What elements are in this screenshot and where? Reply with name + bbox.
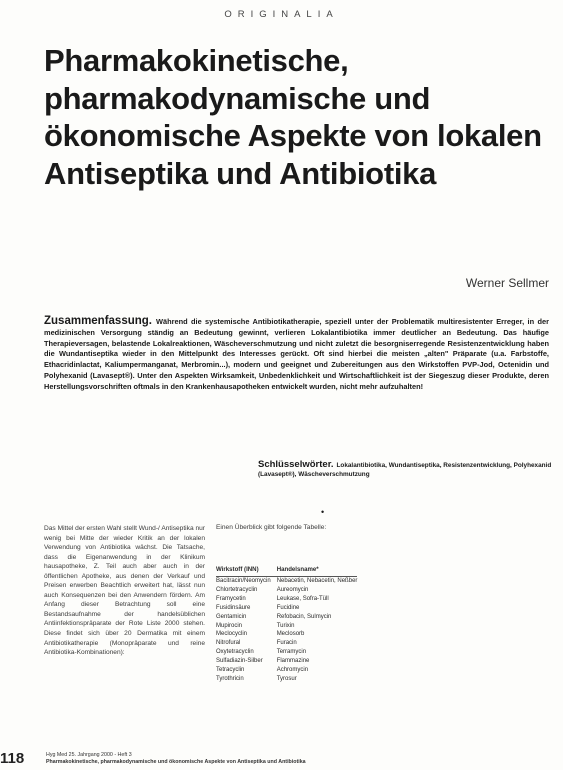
body-column-text: Das Mittel der ersten Wahl stellt Wund-/ Antiseptika nur wenig bei Mitte der wieder Kritik an der lokalen Verwendung von Antibiotika wächst. Die Tatsache, dass die Eigenanwendung in der Klinikum hausapotheke, Z. Teil auch aber auch in der öffentlichen Apotheke, aus denen der Verkauf und Preisen erwerben Beachtlich erweitert hat, lässt nun auch Konsequenzen bei den Anwendern fördern. Am Anfang dieser Betrachtung soll eine Bestandsaufnahme der handelsüblichen Antiinfektionspräparate der Rote Liste 2000 stehen. Diese findet sich über 20 Dermatika mit einem Antibiotikatherapie (Monopräparate und reine Antibiotika-Kombinationen): (44, 525, 205, 657)
table-cell: Terramycin (276, 649, 307, 656)
table-row (216, 675, 357, 684)
drug-table (216, 563, 357, 684)
abstract-heading: Zusammenfassung. (44, 315, 152, 327)
table-cell: Oxytetracyclin (216, 649, 254, 656)
table-row (216, 639, 357, 648)
table-cell: Meclosorb (276, 631, 305, 638)
keywords-text: Lokalantibiotika, Wundantiseptika, Resistenzentwicklung, Polyhexanid (Lavasept®), Wäscheverschmutzung (258, 462, 552, 478)
journal-citation: Hyg Med 25. Jahrgang 2000 - Heft 3 (46, 752, 132, 758)
article-title: Pharmakokinetische, pharmakodynamische und ökonomische Aspekte von lokalen Antiseptika und Antibiotika (44, 43, 542, 191)
table-header-row (216, 563, 357, 577)
abstract-text: Während die systemische Antibiotikatherapie, speziell unter der Problematik multiresistenter Erreger, in der medizinischen Versorgung ständig an Bedeutung gewinnt, verlieren Lokalantibiotika immer deutlicher an Bedeutung. Das häufige Therapieversagen, belastende Lokalreaktionen, Wäscheverschmutzung und nicht zuletzt die besorgniserregende Resistenzentwicklung haben die Wundantiseptika wieder in den Mittelpunkt des Interesses gerückt. Oft sind hierbei die meisten „alten" Präparate (u.a. Farbstoffe, Ethacridinlactat, Kaliumpermanganat, Merbromin...), modern und geeignet und Zubereitungen aus den Wirkstoffen PVP-Jod, Octenidin und Polyhexanid (Lavasept®). Unter den Aspekten Wirksamkeit, Unbedenklichkeit und Wirtschaftlichkeit ist der Siegeszug dieser Produkte, deren Herstellungsvorschriften oftmals in den Krankenhausapotheken entwickelt wurden, nicht mehr aufzuhalten! (44, 317, 549, 391)
section-label: ORIGINALIA (224, 9, 339, 20)
table-cell: Aureomycin (276, 586, 309, 593)
table-row (216, 595, 357, 604)
table-cell: Flammazine (276, 658, 310, 665)
table-header-cell: Wirkstoff (INN) (216, 563, 271, 577)
table-cell: Turixin (276, 622, 295, 629)
table-row (216, 586, 357, 595)
table-row (216, 613, 357, 622)
table-intro: Einen Überblick gibt folgende Tabelle: (216, 524, 327, 531)
table-cell: Chlortetracyclin (216, 586, 258, 593)
table-row (216, 648, 357, 657)
table-cell: Leukase, Sofra-Tüll (276, 595, 329, 602)
table-cell: Tyrosur (276, 675, 297, 682)
table-cell: Bacitracin/Neomycin (216, 578, 271, 584)
table-row (216, 577, 357, 586)
author-name: Werner Sellmer (465, 276, 549, 290)
table-cell: Framycetin (216, 595, 246, 602)
keywords (258, 461, 553, 479)
table-row (216, 622, 357, 631)
table-cell: Furacin (276, 640, 297, 647)
table-row (216, 657, 357, 666)
table-cell: Nebacetin, Nebacetin, Neßber (276, 578, 358, 584)
keywords-heading: Schlüsselwörter. (258, 459, 334, 470)
table-cell: Fusidinsäure (216, 604, 251, 611)
table-cell: Refobacin, Sulmycin (276, 613, 332, 620)
table-cell: Gentamicin (216, 613, 247, 620)
page-footer (46, 752, 556, 766)
running-title: Pharmakokinetische, pharmakodynamische und ökonomische Aspekte von Antiseptika und Antibiotika (46, 759, 306, 766)
table-row (216, 604, 357, 613)
table-cell: Tetracyclin (216, 667, 245, 674)
table-cell: Mupirocin (216, 622, 243, 629)
table-cell: Tyrothricin (216, 675, 244, 682)
bullet-dot: • (321, 507, 325, 517)
table-cell: Meclocyclin (216, 631, 248, 638)
table-header-cell: Handelsname* (271, 563, 358, 577)
table-cell: Nitrofural (216, 640, 241, 647)
table-cell: Fucidine (276, 604, 300, 611)
abstract (44, 316, 549, 393)
table-row (216, 630, 357, 639)
table-row (216, 666, 357, 675)
page-number: 118 (0, 750, 25, 767)
table-cell: Sulfadiazin-Silber (216, 658, 263, 665)
table-cell: Achromycin (276, 667, 309, 674)
